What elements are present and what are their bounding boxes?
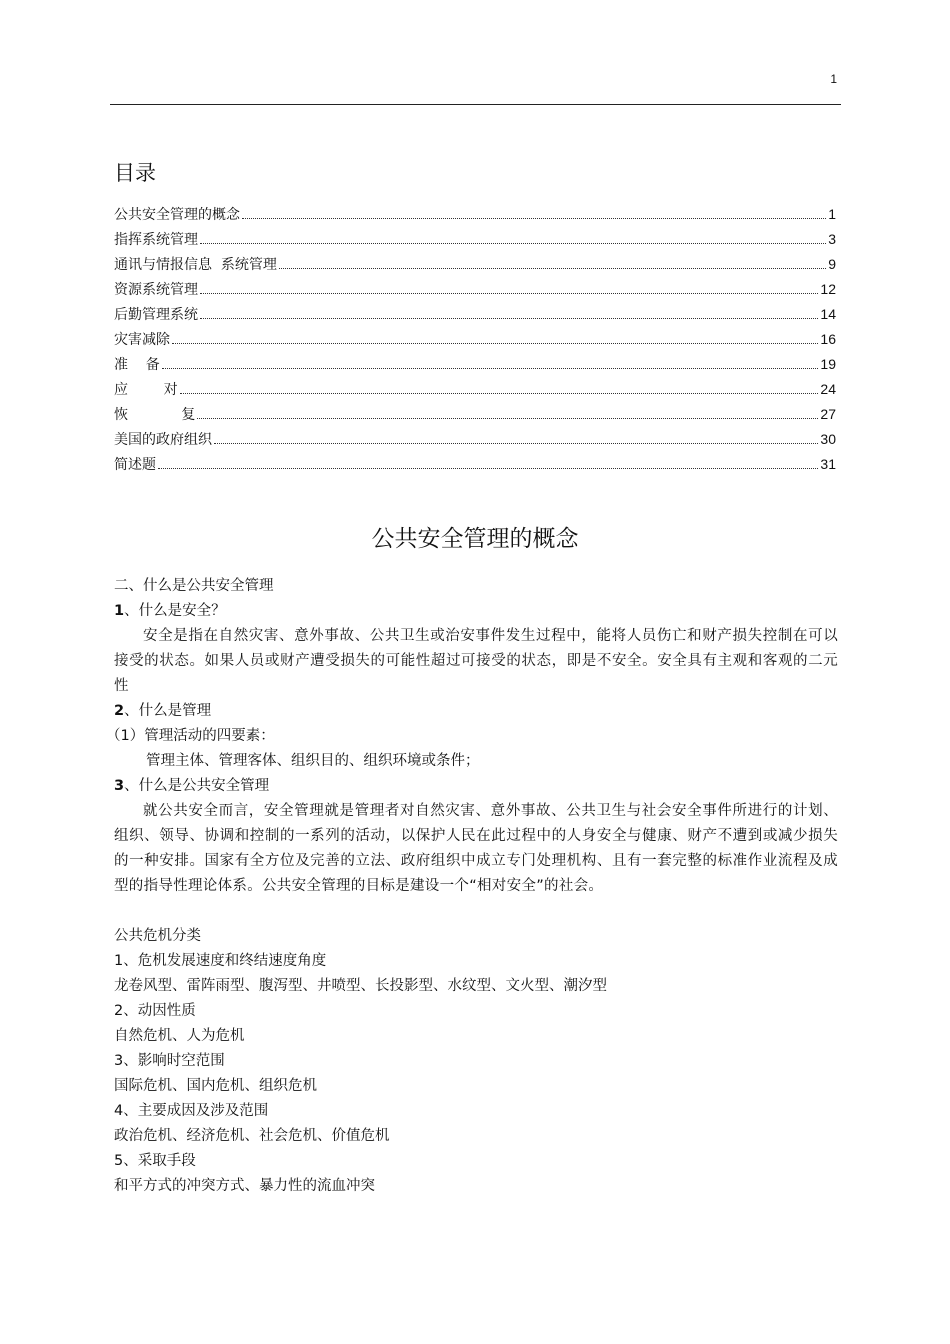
toc-entry-label: 后勤管理系统 — [114, 307, 198, 323]
question-number: 2 — [114, 703, 125, 719]
spacer — [114, 899, 838, 924]
toc-entry-page: 31 — [820, 456, 836, 472]
question-number: 1 — [114, 603, 125, 619]
toc-entry-label: 资源系统管理 — [114, 282, 198, 298]
crisis-item-content: 龙卷风型、雷阵雨型、腹泻型、井喷型、长投影型、水纹型、文火型、潮汐型 — [114, 978, 607, 994]
toc-leader-dots — [162, 368, 819, 369]
body-content — [106, 574, 838, 1199]
crisis-item-title: 1、危机发展速度和终结速度角度 — [114, 953, 327, 969]
paragraph: 就公共安全而言，安全管理就是管理者对自然灾害、意外事故、公共卫生与社会安全事件所进行的计划、组织、领导、协调和控制的一系列的活动，以保护人民在此过程中的人身安全与健康、财产不遭到或减少损失的一种安排。国家有全方位及完善的立法、政府组织中成立专门处理机构、且有一套完整的标准作业流程及成型的指导性理论体系。公共安全管理的目标是建设一个“相对安全”的社会。 — [114, 803, 838, 894]
question-text: 、什么是管理 — [124, 703, 212, 719]
crisis-item-content: 和平方式的冲突方式、暴力性的流血冲突 — [114, 1178, 375, 1194]
toc-leader-dots — [158, 468, 818, 469]
toc-entry[interactable] — [114, 204, 836, 229]
toc-entry-label: 简述题 — [114, 457, 156, 473]
toc-entry[interactable] — [114, 454, 836, 479]
section-title: 公共安全管理的概念 — [371, 526, 579, 552]
sub-item-text: 管理主体、管理客体、组织目的、组织环境或条件； — [146, 753, 480, 769]
toc-entry-label: 灾害减除 — [114, 332, 170, 348]
toc-entry[interactable] — [114, 279, 836, 304]
question-heading — [114, 699, 838, 724]
toc-leader-dots — [242, 218, 826, 219]
toc-entry-page: 19 — [820, 356, 836, 372]
toc-leader-dots — [200, 318, 818, 319]
toc-entry-page: 14 — [820, 306, 836, 322]
toc-entry-page: 30 — [820, 431, 836, 447]
toc-leader-dots — [200, 293, 818, 294]
toc-entry-page: 12 — [820, 281, 836, 297]
toc-entry-label: 恢 复 — [114, 407, 196, 423]
toc-entry-label: 准 备 — [114, 357, 160, 373]
toc-entry-label: 公共安全管理的概念 — [114, 207, 240, 223]
crisis-item-title: 5、采取手段 — [114, 1153, 196, 1169]
paragraph: 安全是指在自然灾害、意外事故、公共卫生或治安事件发生过程中，能将人员伤亡和财产损失控制在可以接受的状态。如果人员或财产遭受损失的可能性超过可接受的状态，即是不安全。安全具有主观和客观的二元性 — [114, 628, 838, 694]
toc-entry[interactable] — [114, 379, 836, 404]
toc-leader-dots — [180, 393, 819, 394]
crisis-item-title: 4、主要成因及涉及范围 — [114, 1103, 269, 1119]
toc-entry[interactable] — [114, 229, 836, 254]
question-number: 3 — [114, 778, 125, 794]
toc-heading: 目录 — [114, 161, 156, 185]
question-heading — [114, 599, 838, 624]
toc-entry-page: 9 — [828, 256, 836, 272]
toc-entry-page: 16 — [820, 331, 836, 347]
toc-entry-label: 通讯与情报信息 系统管理 — [114, 257, 277, 273]
crisis-item-title: 3、影响时空范围 — [114, 1053, 225, 1069]
header-rule — [110, 104, 841, 105]
toc-entry[interactable] — [114, 429, 836, 454]
toc-entry-page: 27 — [820, 406, 836, 422]
question-text: 、什么是公共安全管理 — [124, 778, 270, 794]
toc-entry-label: 指挥系统管理 — [114, 232, 198, 248]
crisis-item-content: 政治危机、经济危机、社会危机、价值危机 — [114, 1128, 390, 1144]
toc-entry[interactable] — [114, 304, 836, 329]
crisis-heading: 公共危机分类 — [114, 928, 201, 944]
page-number: 1 — [830, 72, 837, 86]
toc-entry-page: 24 — [820, 381, 836, 397]
toc-entry-label: 美国的政府组织 — [114, 432, 212, 448]
toc-entry-page: 1 — [828, 206, 836, 222]
subheading: 二、什么是公共安全管理 — [114, 578, 274, 594]
toc-leader-dots — [197, 418, 818, 419]
toc-entry-page: 3 — [828, 231, 836, 247]
toc-entry[interactable] — [114, 404, 836, 429]
table-of-contents — [114, 204, 836, 479]
toc-leader-dots — [172, 343, 818, 344]
toc-leader-dots — [279, 268, 826, 269]
toc-leader-dots — [214, 443, 818, 444]
toc-leader-dots — [200, 243, 826, 244]
toc-entry[interactable] — [114, 329, 836, 354]
toc-entry-label: 应 对 — [114, 382, 178, 398]
crisis-item-title: 2、动因性质 — [114, 1003, 196, 1019]
toc-entry[interactable] — [114, 354, 836, 379]
toc-entry[interactable] — [114, 254, 836, 279]
crisis-item-content: 国际危机、国内危机、组织危机 — [114, 1078, 317, 1094]
crisis-item-content: 自然危机、人为危机 — [114, 1028, 245, 1044]
question-heading — [114, 774, 838, 799]
sub-item: （1）管理活动的四要素： — [106, 728, 275, 744]
question-text: 、什么是安全？ — [124, 603, 226, 619]
